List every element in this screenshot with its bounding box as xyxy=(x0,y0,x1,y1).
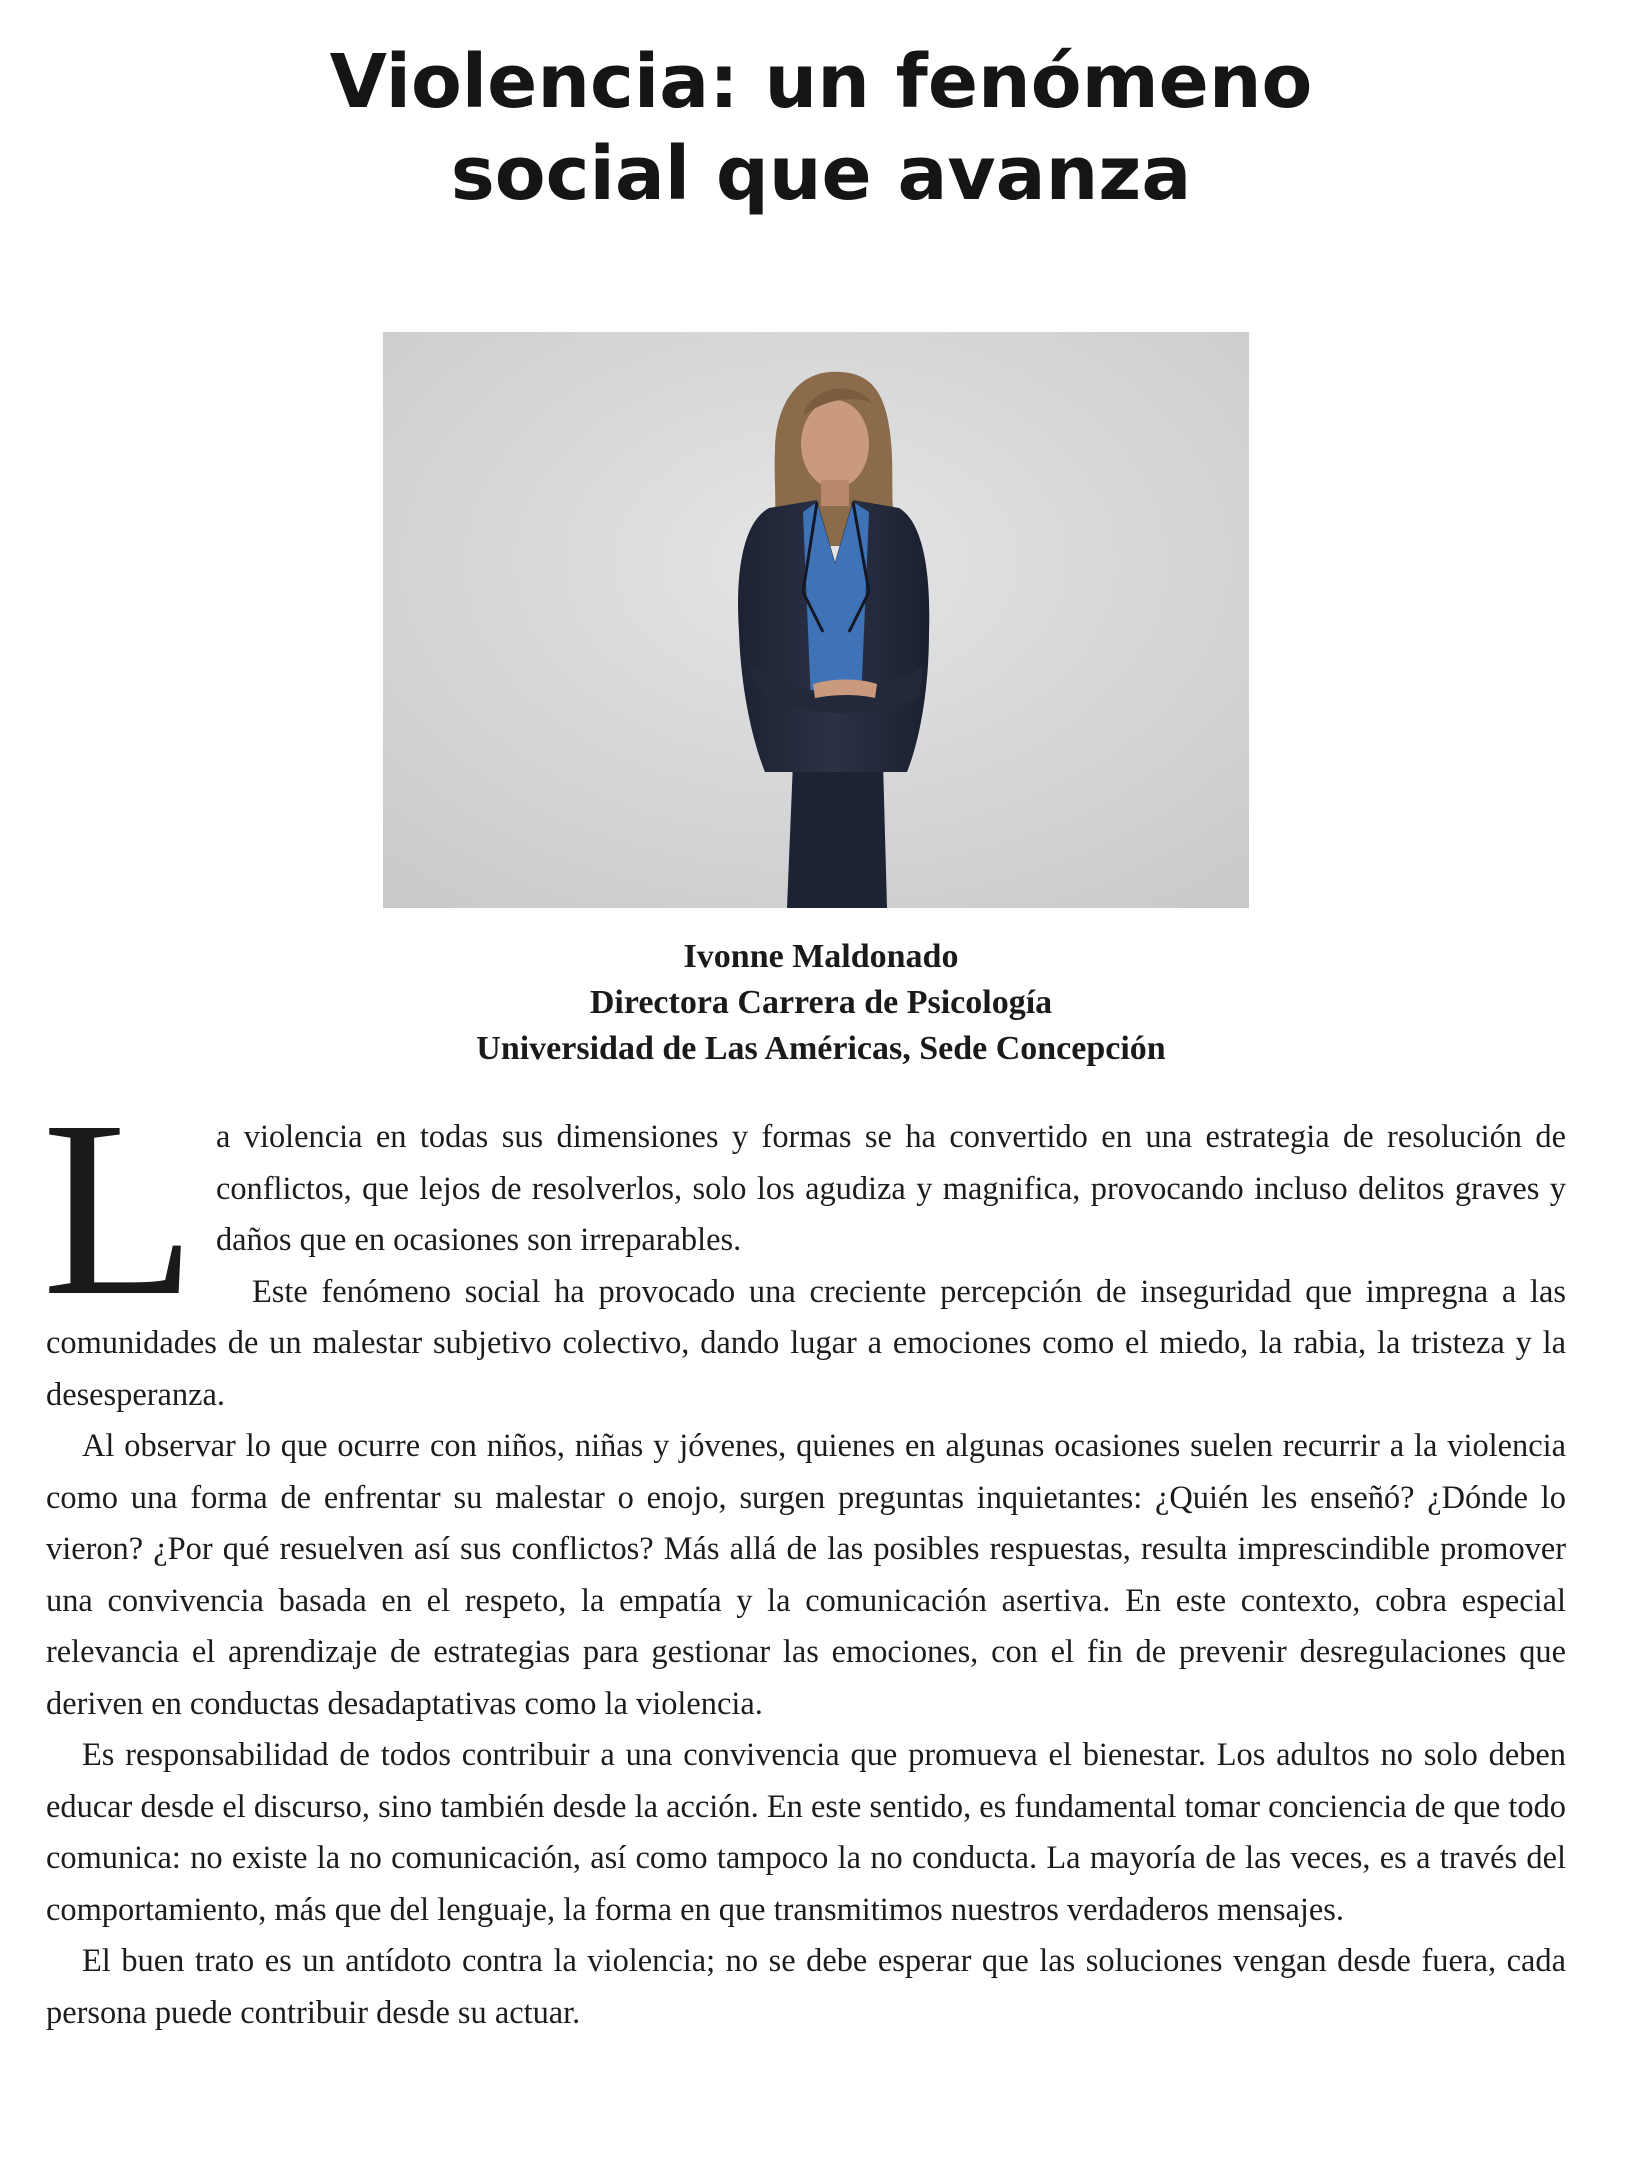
author-credits xyxy=(0,934,1642,1072)
author-position: Directora Carrera de Psicología xyxy=(589,984,1053,1021)
article-paragraph-3: Al observar lo que ocurre con niños, niñas y jóvenes, quienes en algunas ocasiones suelen recurrir a la violencia como una forma de enfrentar su malestar o enojo, surgen preguntas inquietantes: ¿Quién les enseñó? ¿Dónde lo vieron? ¿Por qué resuelven así sus conflictos? Más allá de las posibles respuestas, resulta imprescindible promover una convivencia basada en el respeto, la empatía y la comunicación asertiva. En este contexto, cobra especial relevancia el aprendizaje de estrategias para gestionar las emociones, con el fin de prevenir desregulaciones que deriven en conductas desadaptativas como la violencia. xyxy=(46,1428,1566,1722)
article-title-line-2: social que avanza xyxy=(450,131,1192,217)
drop-cap: L xyxy=(42,1068,196,1348)
article-title xyxy=(0,36,1642,220)
article-title-line-1: Violencia: un fenómeno xyxy=(329,39,1313,125)
article-paragraph-4: Es responsabilidad de todos contribuir a una convivencia que promueva el bienestar. Los adultos no solo deben educar desde el discurso, sino también desde la acción. En este sentido, es fundamental tomar conciencia de que todo comunica: no existe la no comunicación, así como tampoco la no conducta. La mayoría de las veces, es a través del comportamiento, más que del lenguaje, la forma en que transmitimos nuestros verdaderos mensajes. xyxy=(46,1737,1566,1928)
article-paragraph-1-text: a violencia en todas sus dimensiones y formas se ha convertido en una estrategia de resolución de conflictos, que lejos de resolverlos, solo los agudiza y magnifica, provocando incluso delitos graves y daños que en ocasiones son irreparables. xyxy=(215,1119,1566,1258)
article-paragraph-5: El buen trato es un antídoto contra la violencia; no se debe esperar que las soluciones vengan desde fuera, cada persona puede contribuir desde su actuar. xyxy=(46,1943,1566,2031)
article-body xyxy=(42,1068,1566,2039)
photo-face xyxy=(801,400,869,488)
photo-trousers xyxy=(787,762,887,908)
author-photo xyxy=(383,332,1249,908)
author-institution: Universidad de Las Américas, Sede Concepción xyxy=(476,1030,1166,1067)
author-name: Ivonne Maldonado xyxy=(683,938,959,975)
article-paragraph-2 xyxy=(46,1267,1566,1422)
article-paragraph-2-text: Este fenómeno social ha provocado una creciente percepción de inseguridad que impregna a las comunidades de un malestar subjetivo colectivo, dando lugar a emociones como el miedo, la rabia, la tristeza y la desesperanza. xyxy=(46,1273,1566,1413)
